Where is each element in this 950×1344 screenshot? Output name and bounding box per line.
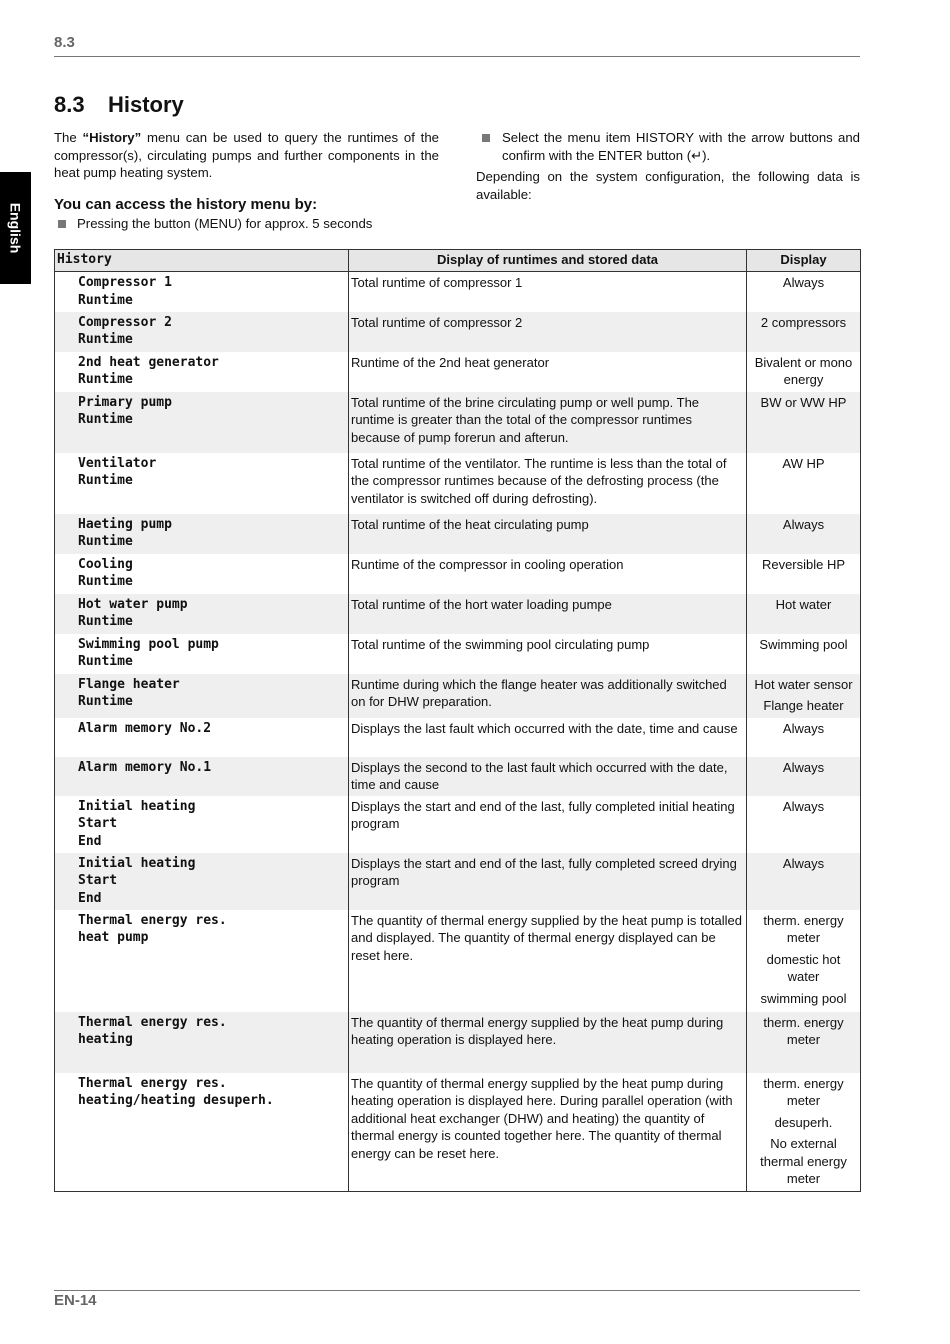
intro-paragraph [54, 129, 439, 182]
display-condition: Always [782, 516, 825, 532]
display-condition: Always [782, 759, 825, 775]
table-row [55, 594, 861, 634]
table-row [55, 757, 861, 796]
menu-item-line: Flange heater [78, 676, 180, 692]
menu-item-line: Runtime [78, 372, 133, 387]
table-row [55, 1012, 861, 1073]
description-cell: The quantity of thermal energy supplied by the heat pump is totalled and displayed. The quantity of thermal energy displayed can be reset here. [349, 910, 747, 1012]
menu-item-line: Thermal energy res. [78, 1075, 227, 1091]
footer-page-number: EN-14 [54, 1292, 97, 1309]
menu-item-line: Runtime [78, 574, 133, 589]
display-condition: therm. energy meter [763, 912, 844, 945]
description-cell: Runtime of the 2nd heat generator [349, 352, 747, 392]
menu-item-line: Runtime [78, 412, 133, 427]
menu-item-cell [55, 554, 349, 594]
header-section-number: 8.3 [54, 34, 75, 51]
display-cell [747, 514, 861, 554]
header-rule [54, 56, 860, 57]
table-row [55, 674, 861, 718]
menu-item-cell [55, 718, 349, 757]
menu-item-line: Runtime [78, 654, 133, 669]
display-condition: domestic hot water [766, 951, 841, 984]
intro-bold-term: “History” [82, 130, 142, 145]
description-cell: Runtime during which the flange heater was additionally switched on for DHW preparation. [349, 674, 747, 718]
description-cell: Total runtime of compressor 2 [349, 312, 747, 352]
display-cell [747, 757, 861, 796]
display-condition: Always [782, 855, 825, 871]
table-row [55, 718, 861, 757]
table-row [55, 514, 861, 554]
display-cell [747, 910, 861, 1012]
intro-post: menu can be used to query the runtimes of the compressor(s), circulating pumps and further components in the heat pump heating system. [54, 130, 440, 180]
display-cell [747, 796, 861, 853]
table-row [55, 1073, 861, 1192]
table-row [55, 796, 861, 853]
section-title [54, 92, 184, 118]
display-condition: BW or WW HP [760, 394, 847, 410]
menu-item-line: Swimming pool pump [78, 636, 219, 652]
display-cell [747, 352, 861, 392]
footer-rule [54, 1290, 860, 1291]
table-row [55, 554, 861, 594]
access-bullet-text: Pressing the button (MENU) for approx. 5 seconds [77, 216, 373, 231]
table-row [55, 352, 861, 392]
display-condition: 2 compressors [760, 314, 847, 330]
table-row [55, 853, 861, 910]
display-condition: Hot water sensor [754, 676, 853, 692]
display-cell [747, 1012, 861, 1073]
intro-pre: The [54, 130, 83, 145]
menu-item-line: Runtime [78, 473, 133, 488]
header-display: Display [747, 250, 861, 272]
display-cell [747, 634, 861, 674]
description-cell: The quantity of thermal energy supplied by the heat pump during heating operation is displayed here. During parallel operation (with additional heat exchanger (DHW) and heating) the quantity of thermal energy is counted together here. The quantity of thermal energy can be reset here. [349, 1073, 747, 1192]
display-condition: No external thermal energy meter [760, 1136, 847, 1186]
menu-item-line: Runtime [78, 614, 133, 629]
menu-item-line: heating [78, 1032, 133, 1047]
menu-item-line: Ventilator [78, 455, 157, 471]
menu-item-cell [55, 594, 349, 634]
menu-item-line: heating/heating desuperh. [78, 1093, 274, 1108]
description-cell: The quantity of thermal energy supplied by the heat pump during heating operation is displayed here. [349, 1012, 747, 1073]
menu-item-line: Compressor 1 [78, 275, 172, 290]
display-cell [747, 674, 861, 718]
menu-item-line: Start [78, 873, 118, 888]
section-title-number: 8.3 [54, 92, 85, 117]
display-cell [747, 1073, 861, 1192]
menu-item-cell [55, 674, 349, 718]
display-condition: therm. energy meter [763, 1014, 844, 1047]
display-condition: swimming pool [760, 990, 847, 1006]
description-cell: Displays the last fault which occurred with the date, time and cause [349, 718, 747, 757]
display-condition: Swimming pool [759, 636, 848, 652]
menu-item-line: Thermal energy res. [78, 912, 227, 928]
menu-item-cell [55, 853, 349, 910]
menu-item-line: Haeting pump [78, 516, 172, 532]
display-condition: Always [782, 798, 825, 814]
display-condition: Always [782, 275, 825, 290]
bullet-square-icon [482, 134, 490, 142]
select-bullet [476, 129, 860, 164]
display-cell [747, 718, 861, 757]
description-cell: Displays the start and end of the last, fully completed screed drying program [349, 853, 747, 910]
menu-item-cell [55, 796, 349, 853]
menu-item-line: Start [78, 816, 118, 831]
menu-item-line: Runtime [78, 292, 133, 308]
display-condition: AW HP [782, 455, 825, 471]
description-cell: Displays the second to the last fault which occurred with the date, time and cause [349, 757, 747, 796]
display-cell [747, 594, 861, 634]
menu-item-line: Compressor 2 [78, 314, 172, 330]
menu-item-line: 2nd heat generator [78, 354, 219, 370]
menu-item-cell [55, 757, 349, 796]
display-cell [747, 453, 861, 514]
description-cell: Total runtime of the brine circulating pump or well pump. The runtime is greater than the total of the compressor runtimes because of pump forerun and afterun. [349, 392, 747, 453]
menu-item-line: Primary pump [78, 394, 172, 410]
display-cell [747, 312, 861, 352]
menu-item-line: Runtime [78, 332, 133, 347]
table-row [55, 453, 861, 514]
display-condition: Reversible HP [761, 556, 846, 572]
display-condition: therm. energy meter [763, 1075, 844, 1108]
description-cell: Total runtime of compressor 1 [349, 272, 747, 312]
description-cell: Displays the start and end of the last, fully completed initial heating program [349, 796, 747, 853]
display-cell [747, 554, 861, 594]
menu-item-line: heat pump [78, 930, 149, 945]
display-cell [747, 272, 861, 312]
menu-item-line: Cooling [78, 556, 133, 572]
menu-item-cell [55, 312, 349, 352]
menu-item-line: Initial heating [78, 855, 196, 871]
language-side-tab-label: English [7, 202, 24, 254]
description-cell: Total runtime of the heat circulating pump [349, 514, 747, 554]
display-condition: Flange heater [763, 698, 844, 713]
table-header-row [55, 250, 861, 272]
menu-item-cell [55, 1012, 349, 1073]
language-side-tab [0, 172, 31, 284]
table-row [55, 910, 861, 1012]
menu-item-cell [55, 514, 349, 554]
menu-item-line: Alarm memory No.1 [78, 759, 212, 775]
menu-item-line: Thermal energy res. [78, 1014, 227, 1030]
menu-item-cell [55, 392, 349, 453]
menu-item-line: Alarm memory No.2 [78, 720, 212, 736]
menu-item-line: End [78, 890, 102, 906]
menu-item-line: Initial heating [78, 798, 196, 814]
table-row [55, 392, 861, 453]
display-cell [747, 853, 861, 910]
header-history: History [55, 250, 349, 272]
table-row [55, 312, 861, 352]
access-bullet [54, 215, 439, 233]
description-cell: Total runtime of the swimming pool circulating pump [349, 634, 747, 674]
description-cell: Total runtime of the ventilator. The runtime is less than the total of the compressor runtimes because of the defrosting process (the ventilator is switched off during defrosting). [349, 453, 747, 514]
menu-item-line: Hot water pump [78, 596, 188, 612]
menu-item-cell [55, 1073, 349, 1192]
menu-item-cell [55, 634, 349, 674]
display-condition: Hot water [775, 596, 832, 612]
history-table [54, 249, 861, 1192]
table-row [55, 272, 861, 312]
display-condition: Bivalent or mono energy [754, 354, 853, 387]
select-bullet-text: Select the menu item HISTORY with the arrow buttons and confirm with the ENTER button (↵). [502, 130, 860, 163]
left-column [54, 129, 439, 233]
menu-item-line: End [78, 833, 102, 849]
header-description: Display of runtimes and stored data [349, 250, 747, 272]
display-condition: Always [782, 720, 825, 736]
right-column [476, 129, 860, 203]
access-heading: You can access the history menu by: [54, 195, 318, 213]
display-condition: desuperh. [774, 1114, 833, 1130]
description-cell: Runtime of the compressor in cooling operation [349, 554, 747, 594]
menu-item-cell [55, 272, 349, 312]
menu-item-cell [55, 352, 349, 392]
section-title-text: History [108, 92, 184, 117]
menu-item-cell [55, 910, 349, 1012]
table-row [55, 634, 861, 674]
menu-item-line: Runtime [78, 694, 133, 709]
menu-item-cell [55, 453, 349, 514]
display-cell [747, 392, 861, 453]
menu-item-line: Runtime [78, 534, 133, 549]
description-cell: Total runtime of the hort water loading pumpe [349, 594, 747, 634]
availability-paragraph: Depending on the system configuration, the following data is available: [476, 169, 860, 202]
bullet-square-icon [58, 220, 66, 228]
